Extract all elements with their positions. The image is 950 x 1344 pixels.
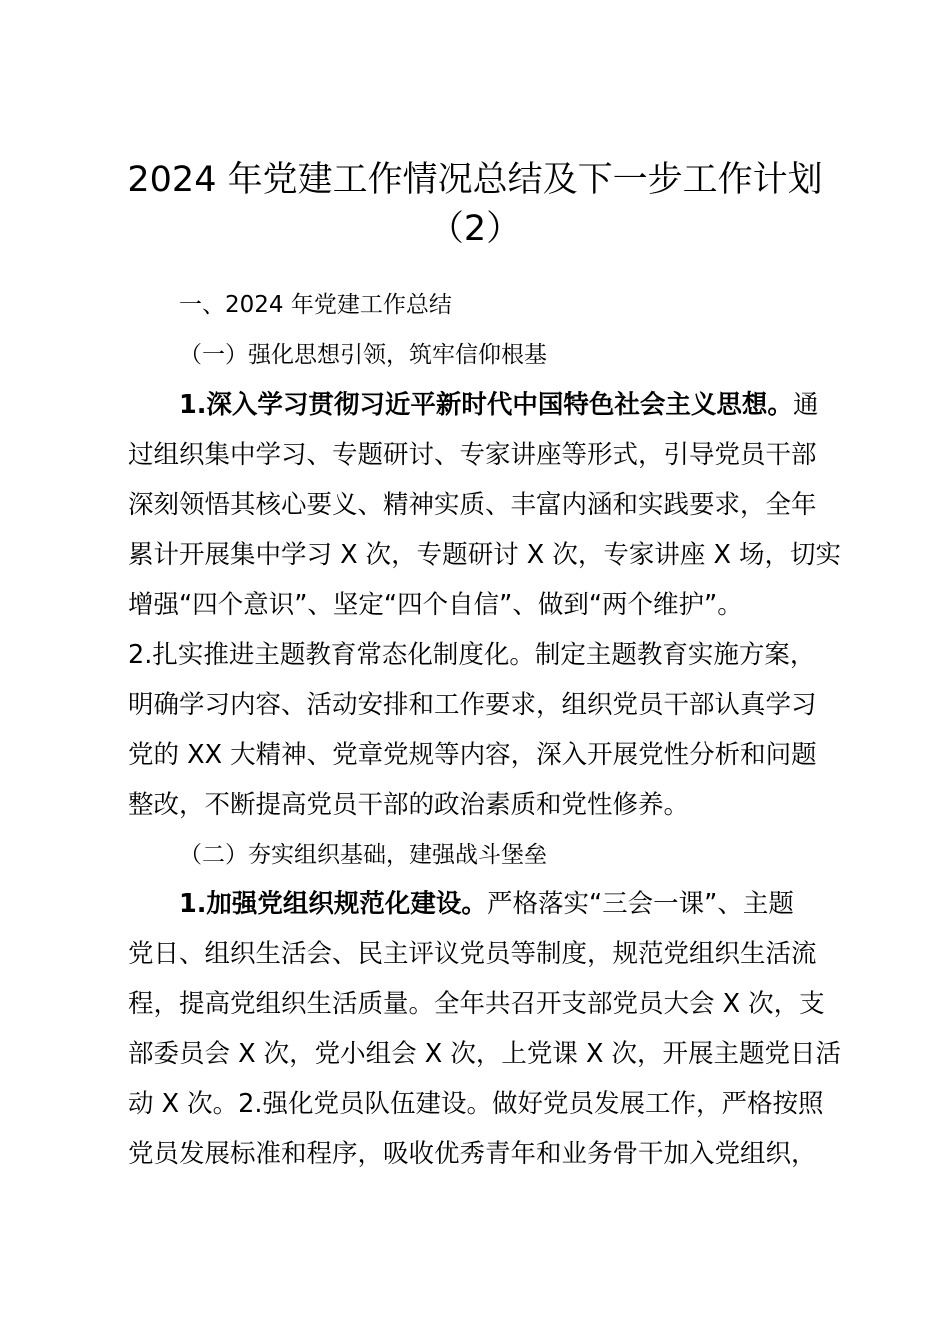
paragraph-line: 党日、组织生活会、民主评议党员等制度，规范党组织生活流 xyxy=(128,939,817,969)
paragraph-line: 党的 XX 大精神、党章党规等内容，深入开展党性分析和问题 xyxy=(128,740,817,770)
paragraph-line xyxy=(179,888,899,920)
paragraph-text: 通 xyxy=(792,390,819,420)
paragraph-lead: 1.加强党组织规范化建设。 xyxy=(179,889,487,919)
paragraph-line: 程，提高党组织生活质量。全年共召开支部党员大会 X 次，支 xyxy=(128,989,825,1019)
paragraph-line: 深刻领悟其核心要义、精神实质、丰富内涵和实践要求，全年 xyxy=(128,490,817,520)
paragraph-lead: 1.深入学习贯彻习近平新时代中国特色社会主义思想。 xyxy=(179,390,793,420)
paragraph-line: 2.扎实推进主题教育常态化制度化。制定主题教育实施方案， xyxy=(128,640,816,670)
paragraph-line: 整改，不断提高党员干部的政治素质和党性修养。 xyxy=(128,790,690,820)
paragraph-line: 动 X 次。2.强化党员队伍建设。做好党员发展工作，严格按照 xyxy=(128,1089,824,1119)
paragraph-line: 明确学习内容、活动安排和工作要求，组织党员干部认真学习 xyxy=(128,690,817,720)
document-title: 2024 年党建工作情况总结及下一步工作计划 xyxy=(127,160,823,200)
subsection-heading: （二）夯实组织基础，建强战斗堡垒 xyxy=(179,842,547,868)
section-heading: 一、2024 年党建工作总结 xyxy=(179,292,452,318)
subsection-heading: （一）强化思想引领，筑牢信仰根基 xyxy=(179,342,547,368)
document-title-number: （2） xyxy=(428,209,522,249)
paragraph-line: 增强“四个意识”、坚定“四个自信”、做到“两个维护”。 xyxy=(128,590,743,620)
paragraph-line: 过组织集中学习、专题研讨、专家讲座等形式，引导党员干部 xyxy=(128,440,817,470)
paragraph-text: 严格落实“三会一课”、主题 xyxy=(486,889,794,919)
paragraph-line: 部委员会 X 次，党小组会 X 次，上党课 X 次，开展主题党日活 xyxy=(128,1039,842,1069)
paragraph-line xyxy=(179,389,899,421)
paragraph-line: 党员发展标准和程序，吸收优秀青年和业务骨干加入党组织， xyxy=(128,1139,817,1169)
paragraph-line: 累计开展集中学习 X 次，专题研讨 X 次，专家讲座 X 场，切实 xyxy=(128,540,842,570)
